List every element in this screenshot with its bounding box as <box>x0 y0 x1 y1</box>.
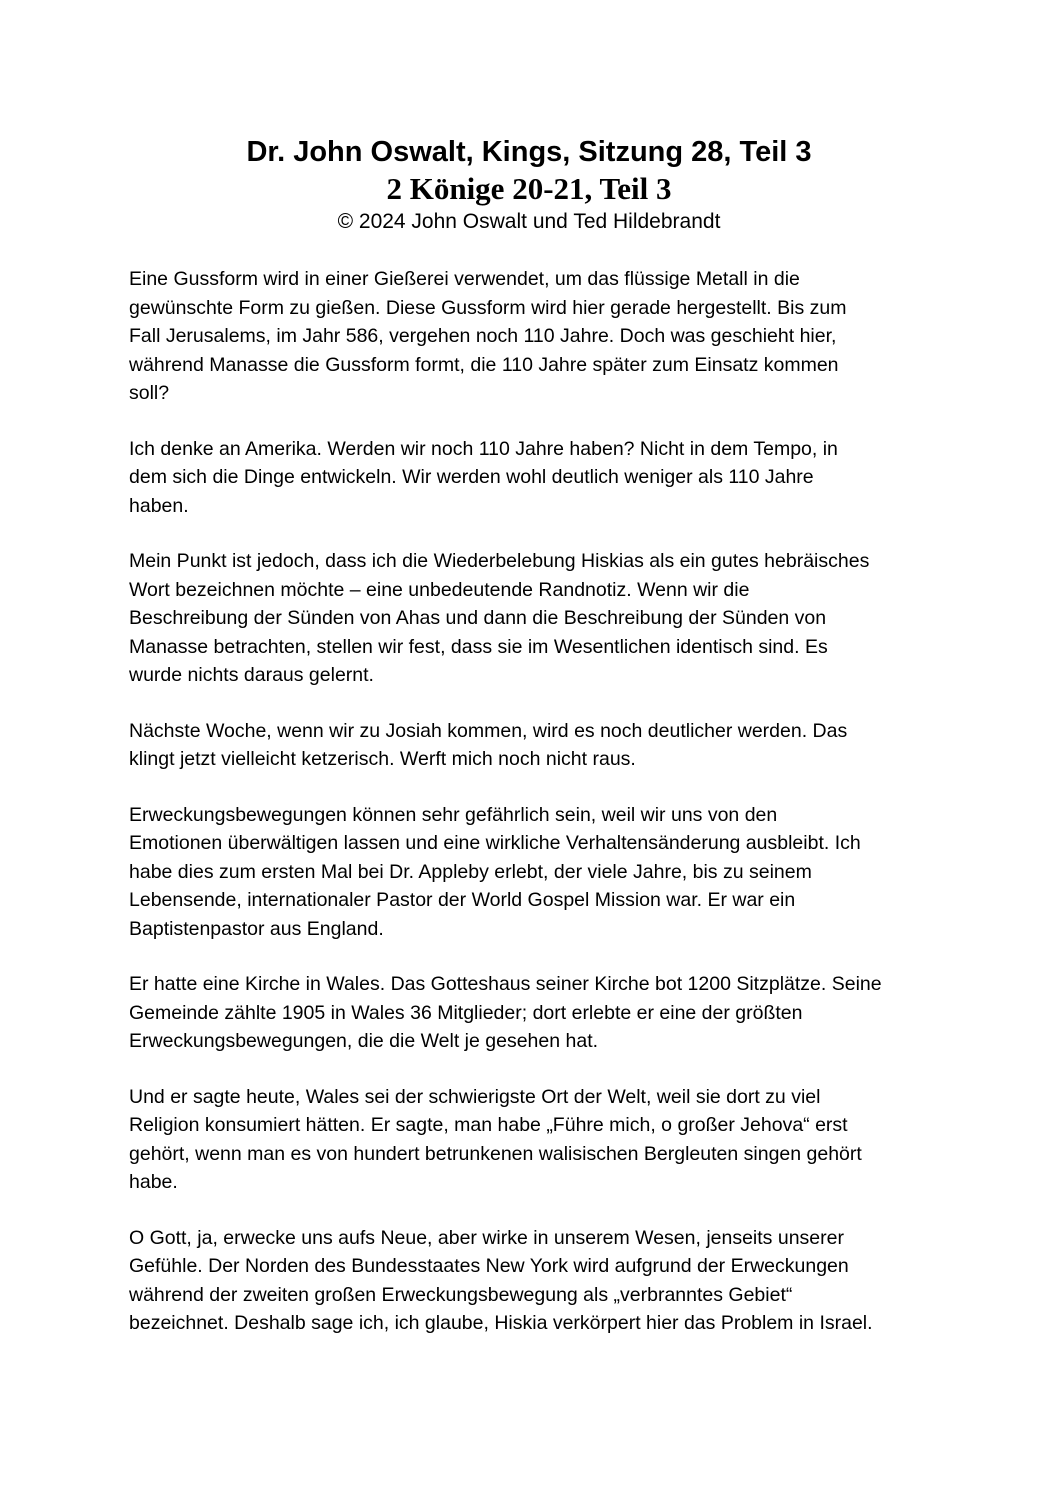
copyright-line: © 2024 John Oswalt und Ted Hildebrandt <box>337 210 721 233</box>
paragraph-2: Ich denke an Amerika. Werden wir noch 110 Jahre haben? Nicht in dem Tempo, in dem sich die Dinge entwickeln. Wir werden wohl deutlich weniger als 110 Jahre haben. <box>129 437 838 517</box>
paragraph-6: Er hatte eine Kirche in Wales. Das Gotteshaus seiner Kirche bot 1200 Sitzplätze. Seine Gemeinde zählte 1905 in Wales 36 Mitglieder; dort erlebte er eine der größten Erweckungsbewegungen, die die Welt je gesehen hat. <box>129 973 882 1052</box>
paragraph-1: Eine Gussform wird in einer Gießerei verwendet, um das flüssige Metall in die gewünschte Form zu gießen. Diese Gussform wird hier gerade hergestellt. Bis zum Fall Jerusalems, im Jahr 586, vergehen noch 110 Jahre. Doch was geschieht hier, während Manasse die Gussform formt, die 110 Jahre später zum Einsatz kommen soll? <box>129 268 847 404</box>
document-body <box>129 265 949 1365</box>
paragraph-8: O Gott, ja, erwecke uns aufs Neue, aber wirke in unserem Wesen, jenseits unserer Gefühle. Der Norden des Bundesstaates New York wird aufgrund der Erweckungen während der zweiten großen Erweckungsbewegung als „verbranntes Gebiet“ bezeichnet. Deshalb sage ich, ich glaube, Hiskia verkörpert hier das Problem in Israel. <box>129 1226 873 1334</box>
paragraph-4: Nächste Woche, wenn wir zu Josiah kommen, wird es noch deutlicher werden. Das klingt jetzt vielleicht ketzerisch. Werft mich noch nicht raus. <box>129 719 848 770</box>
paragraph-5: Erweckungsbewegungen können sehr gefährlich sein, weil wir uns von den Emotionen überwältigen lassen und eine wirkliche Verhaltensänderung ausbleibt. Ich habe dies zum ersten Mal bei Dr. Appleby erlebt, der viele Jahre, bis zu seinem Lebensende, internationaler Pastor der World Gospel Mission war. Er war ein Baptistenpastor aus England. <box>129 803 861 940</box>
paragraph-3: Mein Punkt ist jedoch, dass ich die Wiederbelebung Hiskias als ein gutes hebräisches Wort bezeichnen möchte – eine unbedeutende Randnotiz. Wenn wir die Beschreibung der Sünden von Ahas und dann die Beschreibung der Sünden von Manasse betrachten, stellen wir fest, dass sie im Wesentlichen identisch sind. Es wurde nichts daraus gelernt. <box>129 550 870 686</box>
document-header <box>0 134 1058 236</box>
paragraph-7: Und er sagte heute, Wales sei der schwierigste Ort der Welt, weil sie dort zu viel Religion konsumiert hätten. Er sagte, man habe „Führe mich, o großer Jehova“ erst gehört, wenn man es von hundert betrunkenen walisischen Bergleuten singen gehört habe. <box>129 1085 862 1193</box>
document-subtitle: 2 Könige 20-21, Teil 3 <box>386 171 672 206</box>
document-title: Dr. John Oswalt, Kings, Sitzung 28, Teil 3 <box>246 136 812 168</box>
